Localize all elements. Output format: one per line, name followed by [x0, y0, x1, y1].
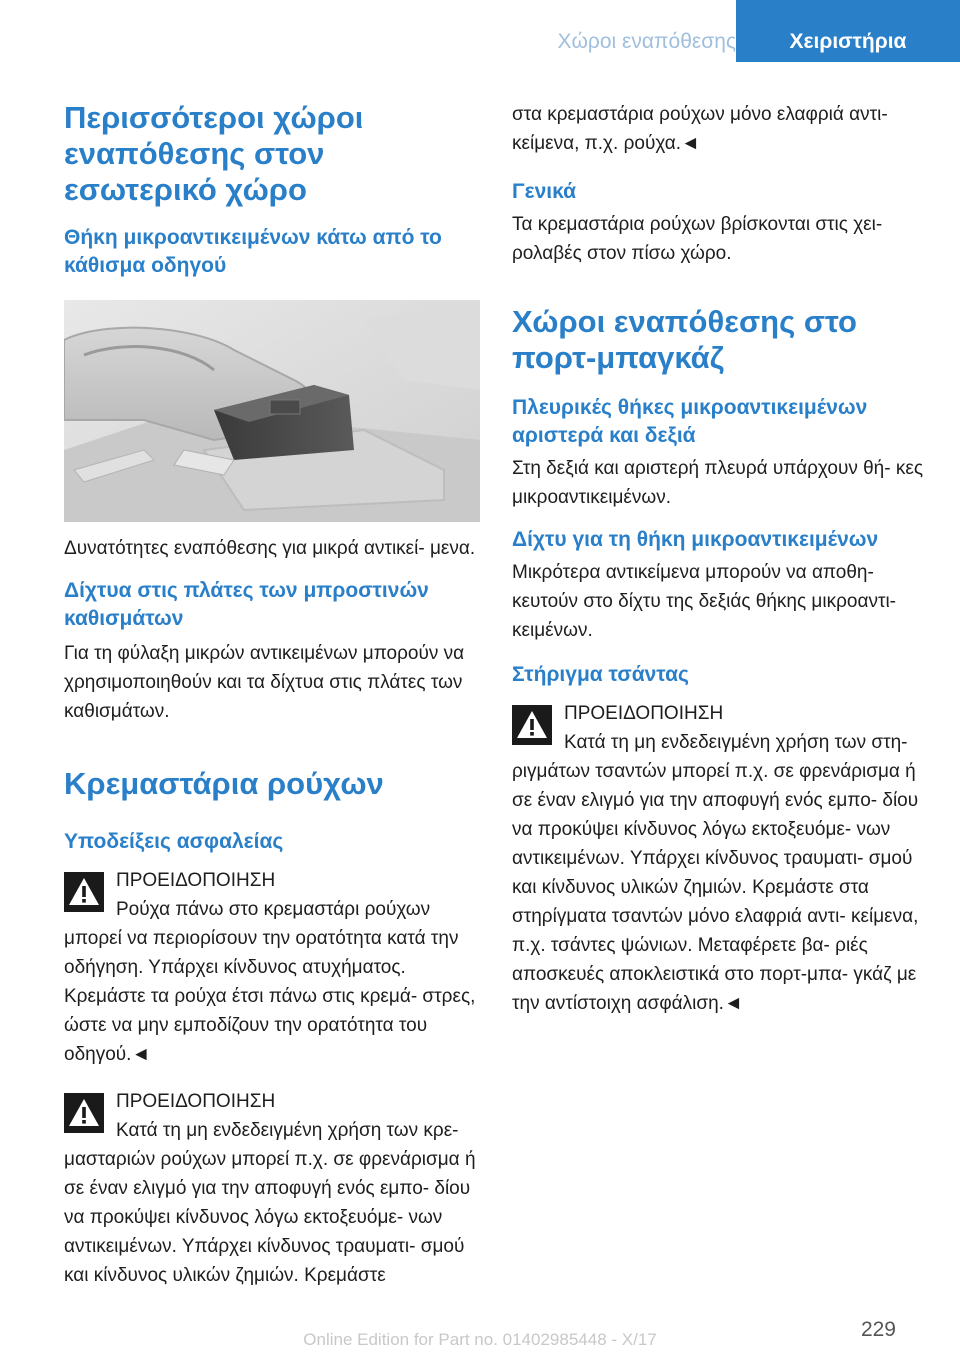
heading-side-compartments: Πλευρικές θήκες μικροαντικειμένων αριστερά και δεξιά	[512, 396, 868, 447]
paragraph-compartment-net: Μικρότερα αντικείμενα μπορούν να αποθη- κευτούν στο δίχτυ της δεξιάς θήκης μικροαντι- κειμένων.	[512, 562, 897, 641]
header-section-title: Χώροι εναπόθεσης	[557, 30, 736, 53]
heading-trunk-storage: Χώροι εναπόθεσης στο πορτ-μπαγκάζ	[512, 304, 857, 375]
caption-small-items: Δυνατότητες εναπόθεσης για μικρά αντικεί- μενα.	[64, 538, 476, 559]
right-column	[512, 100, 928, 1018]
header-chapter-tab: Χειριστήρια	[736, 0, 960, 62]
warning-block-3	[512, 699, 928, 728]
warning-1-text: Ρούχα πάνω στο κρεμαστάρι ρούχων μπορεί να περιορίσουν την ορατότητα κατά την οδήγηση. Υπάρχει κίνδυνος ατυχήματος. Κρεμάστε τα ρούχα έτσι πάνω στις κρεμά- στρες, ώστε να μην εμποδίζουν την ορατότητα του οδηγού.◄	[64, 899, 476, 1065]
footer-edition: Online Edition for Part no. 01402985448 - X/17	[303, 1330, 657, 1349]
paragraph-seat-nets: Για τη φύλαξη μικρών αντικειμένων μπορούν να χρησιμοποιηθούν και τα δίχτυα στις πλάτες των καθισμάτων.	[64, 643, 465, 722]
paragraph-general: Τα κρεμαστάρια ρούχων βρίσκονται στις χει- ρολαβές στον πίσω χώρο.	[512, 214, 883, 264]
warning-icon	[64, 872, 104, 912]
heading-general: Γενικά	[512, 180, 577, 203]
page-number: 229	[860, 1318, 896, 1341]
left-column	[64, 100, 480, 1290]
heading-compartment-net: Δίχτυ για τη θήκη μικροαντικειμένων	[512, 528, 879, 551]
warning-2-text: Κατά τη μη ενδεδειγμένη χρήση των κρε- μασταριών ρούχων μπορεί π.χ. σε φρενάρισμα ή σε έναν ελιγμό για την αποφυγή ενός εμπο- δίου να προκύψει κίνδυνος λόγω εκτοξευόμε- νων αντικειμένων. Υπάρχει κίνδυνος τραυματι- σμού και κίνδυνος υλικών ζημιών. Κρεμάστε	[64, 1120, 476, 1286]
heading-safety-notes: Υποδείξεις ασφαλείας	[64, 830, 284, 853]
warning-icon	[64, 1093, 104, 1133]
warning-3-text: Κατά τη μη ενδεδειγμένη χρήση των στη- ριγμάτων τσαντών μπορεί π.χ. σε φρενάρισμα ή σε έναν ελιγμό για την αποφυγή ενός εμπο- δίου να προκύψει κίνδυνος λόγω εκτοξευόμε- νων αντικειμένων. Υπάρχει κίνδυνος τραυματι- σμού και κίνδυνος υλικών ζημιών. Κρεμάστε στα στηρίγματα τσαντών μόνο ελαφριά αντι- κείμενα, π.χ. τσάντες ψώνιων. Μεταφέρετε βα- ριές αποσκευές αποκλειστικά στο πορτ-μπα- γκάζ με την αντίστοιχη ασφάλιση.◄	[512, 732, 919, 1014]
warning-icon	[512, 705, 552, 745]
heading-bag-holder: Στήριγμα τσάντας	[512, 663, 689, 686]
heading-under-seat-tray: Θήκη μικροαντικειμένων κάτω από το κάθισμα οδηγού	[64, 226, 442, 277]
warning-2-title: ΠΡΟΕΙΔΟΠΟΙΗΣΗ	[116, 1091, 276, 1112]
warning-3-title: ΠΡΟΕΙΔΟΠΟΙΗΣΗ	[564, 703, 724, 724]
heading-coat-hooks: Κρεμαστάρια ρούχων	[64, 766, 384, 801]
paragraph-side-compartments: Στη δεξιά και αριστερή πλευρά υπάρχουν θή- κες μικροαντικειμένων.	[512, 458, 923, 508]
heading-seat-nets: Δίχτυα στις πλάτες των μπροστινών καθισμάτων	[64, 579, 429, 630]
warning-1-title: ΠΡΟΕΙΔΟΠΟΙΗΣΗ	[116, 870, 276, 891]
warning-block-1	[64, 866, 480, 895]
warning-block-2	[64, 1087, 480, 1116]
page-header	[0, 0, 960, 62]
under-seat-storage-image	[64, 300, 480, 522]
paragraph-continuation: στα κρεμαστάρια ρούχων μόνο ελαφριά αντι- κείμενα, π.χ. ρούχα.◄	[512, 104, 888, 154]
heading-more-storage: Περισσότεροι χώροι εναπόθεσης στον εσωτερικό χώρο	[64, 100, 364, 207]
